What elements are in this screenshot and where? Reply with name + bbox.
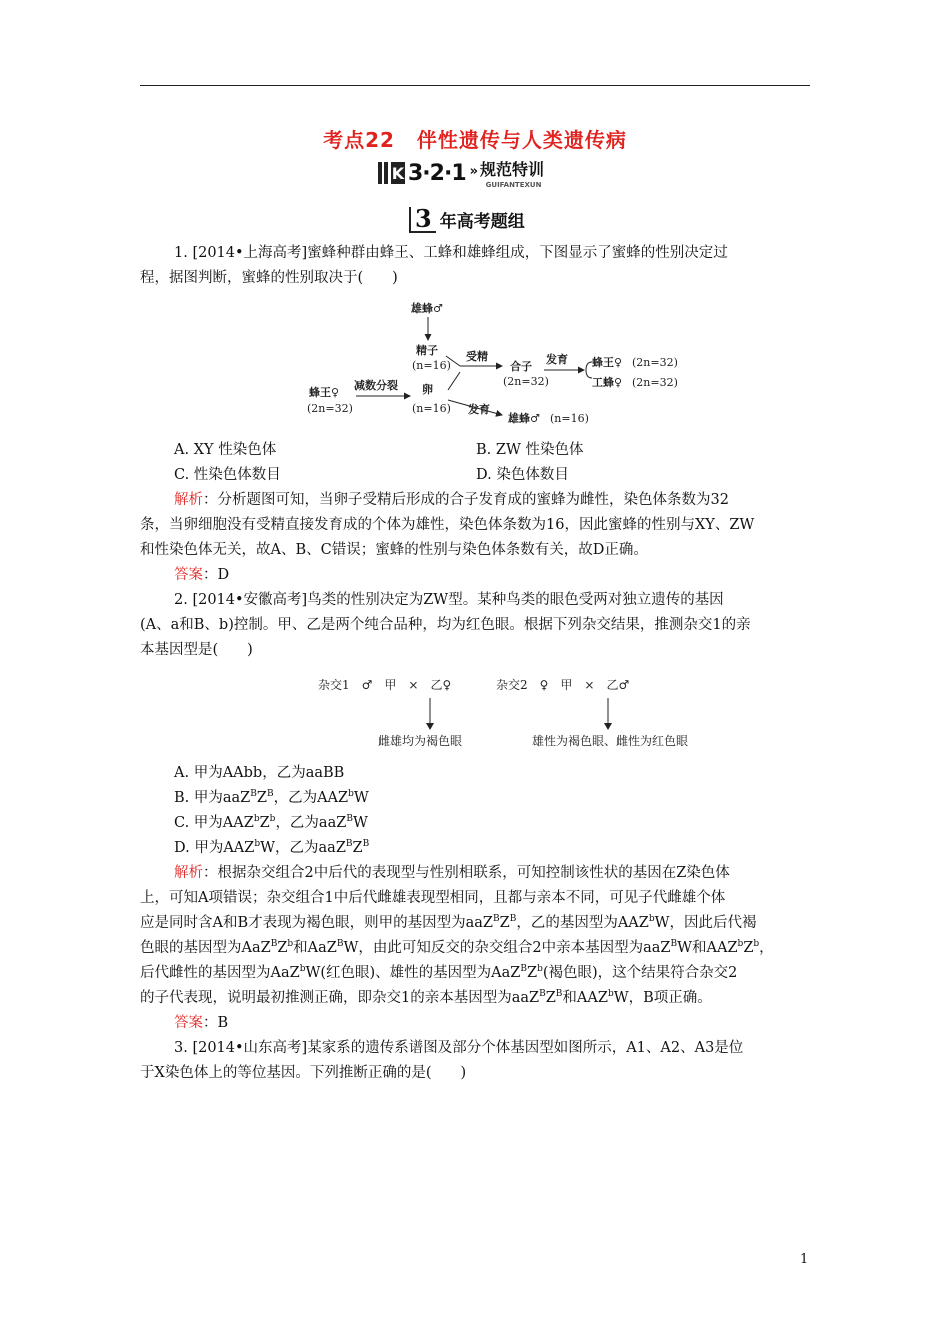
diag-develop1: 发育 — [546, 353, 568, 366]
diag-sperm-n: (n=16) — [412, 359, 451, 372]
group-number: 3 — [409, 207, 436, 233]
page-number: 1 — [800, 1252, 809, 1267]
q1-analysis-line2: 条，当卵细胞没有受精直接发育成的个体为雄性，染色体条数为16，因此蜜蜂的性别与XY、ZW — [140, 517, 755, 533]
q2-option-a: A. 甲为AAbb，乙为aaBB — [174, 765, 345, 781]
q3-stem-line2: 于X染色体上的等位基因。下列推断正确的是( ) — [140, 1065, 467, 1081]
q2-stem-line1: 2. [2014•安徽高考]鸟类的性别决定为ZW型。某种鸟类的眼色受两对独立遗传的基因 — [174, 592, 724, 608]
q2-analysis-line5: 后代雌性的基因型为AaZ$^b$W(红色眼)、雄性的基因型为$AaZ^BZ^b$(褐色眼)，这个结果符合杂交2 — [140, 964, 738, 981]
q1-analysis-line3: 和性染色体无关，故A、B、C错误；蜜蜂的性别与染色体条数有关，故D正确。 — [140, 542, 648, 558]
logo-pinyin: GUIFANTEXUN — [485, 181, 542, 189]
q1-answer-label: 答案 — [174, 567, 203, 583]
diag-zygote-n: (2n=32) — [503, 375, 549, 388]
q2-answer: 答案：B — [174, 1015, 229, 1031]
cross1-result: 雌雄均为褐色眼 — [378, 734, 463, 748]
cross2-result: 雄性为褐色眼、雌性为红色眼 — [532, 734, 689, 748]
diag-drone: 雄蜂♂ — [411, 302, 443, 315]
diag-worker-n: (2n=32) — [632, 376, 678, 389]
q2-stem-line3: 本基因型是( ) — [140, 642, 253, 658]
diag-queen-out: 蜂王♀ — [592, 356, 623, 369]
bird-cross-diagram — [310, 670, 690, 752]
diag-drone-out-n: (n=16) — [550, 412, 589, 425]
q3-stem-line1: 3. [2014•山东高考]某家系的遗传系谱图及部分个体基因型如图所示，A1、A2、A3是位 — [174, 1040, 744, 1056]
logo-arrow: » — [469, 164, 479, 179]
diag-egg-n: (n=16) — [412, 402, 451, 415]
diag-egg: 卵 — [422, 383, 433, 396]
diag-sperm: 精子 — [416, 344, 438, 357]
group-heading — [409, 204, 525, 233]
q1-stem-line2: 程，据图判断，蜜蜂的性别取决于( ) — [140, 270, 398, 286]
diag-queen-in-n: (2n=32) — [307, 402, 353, 415]
cross1-label: 杂交1 ♂ 甲 × 乙♀ — [318, 678, 452, 692]
q2-analysis-line2: 上，可知A项错误；杂交组合1中后代雌雄表现型相同，且都与亲本不同，可见子代雌雄个体 — [140, 890, 726, 906]
q1-analysis-line1: 解析：分析题图可知，当卵子受精后形成的合子发育成的蜜蜂为雌性，染色体条数为32 — [174, 492, 729, 508]
line-egg-merge — [448, 372, 460, 390]
q2-analysis-line4: 色眼的基因型为$AaZ^BZ^b$和AaZ$^B$W，由此可知反交的杂交组合2中亲本基因型为aaZ$^B$W和$AAZ^bZ^b$， — [140, 939, 774, 956]
diag-drone-out: 雄蜂♂ — [508, 412, 540, 425]
q2-option-b: B. 甲为$aaZ^BZ^B$，乙为AAZ$^b$W — [174, 789, 369, 806]
q2-analysis-line1: 解析：根据杂交组合2中后代的表现型与性别相联系，可知控制该性状的基因在Z染色体 — [174, 865, 730, 881]
diag-fertilize: 受精 — [466, 350, 488, 363]
logo-numbers: 3·2·1 — [408, 160, 466, 186]
diag-queen-out-n: (2n=32) — [632, 356, 678, 369]
q1-option-d: D. 染色体数目 — [476, 467, 569, 483]
page-title — [0, 124, 950, 153]
header-rule — [140, 85, 810, 86]
q2-stem-line2: (A、a和B、b)控制。甲、乙是两个纯合品种，均为红色眼。根据下列杂交结果，推测杂交1的亲 — [140, 617, 751, 633]
diag-develop2: 发育 — [468, 403, 490, 416]
q1-answer: 答案：D — [174, 567, 230, 583]
diag-queen-in: 蜂王♀ — [309, 386, 340, 399]
logo-k-icon: K — [391, 163, 405, 183]
diag-meiosis: 减数分裂 — [354, 379, 398, 392]
group-label: 年高考题组 — [439, 212, 525, 232]
section-logo — [378, 158, 544, 188]
q1-option-c: C. 性染色体数目 — [174, 467, 281, 483]
q2-option-c: C. 甲为$AAZ^bZ^b$，乙为aaZ$^B$W — [174, 814, 368, 831]
q1-analysis-label: 解析 — [174, 492, 203, 508]
title-code: 考点22 — [323, 128, 395, 152]
q2-answer-label: 答案 — [174, 1015, 203, 1031]
q2-analysis-line3: 应是同时含A和B才表现为褐色眼，则甲的基因型为$aaZ^BZ^B$，乙的基因型为AAZ$^b$W，因此后代褐 — [140, 914, 757, 931]
q1-stem-line1: 1. [2014•上海高考]蜜蜂种群由蜂王、工蜂和雄蜂组成，下图显示了蜜蜂的性别决定过 — [174, 245, 728, 261]
q2-analysis-line6: 的子代表现，说明最初推测正确，即杂交1的亲本基因型为$aaZ^BZ^B$和AAZ$^b$W，B项正确。 — [140, 989, 712, 1006]
q2-analysis-label: 解析 — [174, 865, 203, 881]
title-text: 伴性遗传与人类遗传病 — [416, 128, 627, 152]
cross2-label: 杂交2 ♀ 甲 × 乙♂ — [496, 678, 630, 692]
q1-option-b: B. ZW 性染色体 — [476, 442, 584, 458]
bee-sex-diagram — [300, 296, 700, 432]
diag-zygote: 合子 — [510, 360, 532, 373]
logo-bars-icon — [378, 162, 388, 184]
logo-label: 规范特训 — [480, 160, 545, 179]
q1-option-a: A. XY 性染色体 — [174, 442, 277, 458]
diag-worker: 工蜂♀ — [592, 376, 623, 389]
q2-option-d: D. 甲为AAZ$^b$W，乙为$aaZ^BZ^B$ — [174, 839, 370, 856]
